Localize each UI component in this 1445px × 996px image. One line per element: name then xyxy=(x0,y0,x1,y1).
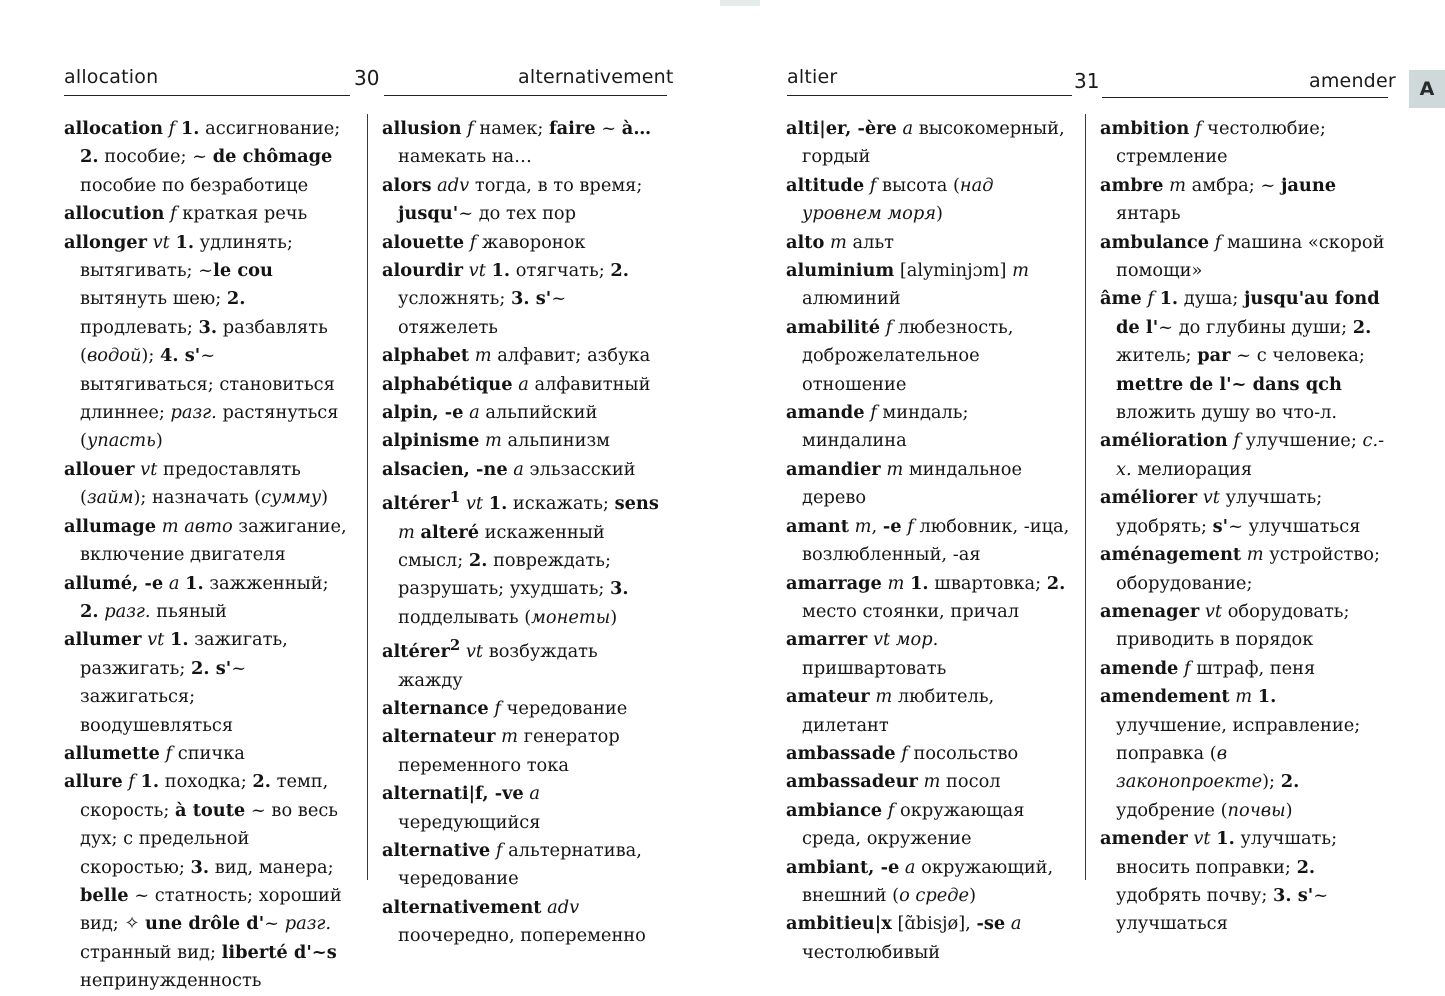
dictionary-entry: amendement m 1. улучшение, исправление; поправка (в законопроекте); 2. удобрение (почвы) xyxy=(1100,686,1361,821)
header-rule xyxy=(64,95,350,96)
thumb-index-tab: A xyxy=(1409,70,1445,108)
dictionary-entry: ambassadeur m посол xyxy=(786,771,1001,793)
dictionary-entry: allocution f краткая речь xyxy=(64,203,308,225)
dictionary-entry: allonger vt 1. удлинять; вытягивать; ~le cou вытянуть шею; 2. продлевать; 3. разбавлять (водой); 4. s'~ вытягиваться; становиться длиннее; разг. растянуться (упасть) xyxy=(64,231,339,452)
dictionary-entry: aménagement m устройство; оборудование; xyxy=(1100,544,1381,594)
dictionary-entry: alternance f чередование xyxy=(382,697,628,719)
dictionary-entry: alpin, -e a альпийский xyxy=(382,402,598,424)
dictionary-entry: ambassade f посольство xyxy=(786,742,1019,764)
dictionary-entry: alternati|f, -ve a чередующийся xyxy=(382,783,541,833)
dictionary-entry: alti|er, -ère a высокомерный, гордый xyxy=(786,118,1065,168)
dictionary-entry: amabilité f любезность, доброжелательное отношение xyxy=(786,316,1014,395)
dictionary-entry: améliorer vt улучшать; удобрять; s'~ улучшаться xyxy=(1100,487,1361,537)
dictionary-entry: alourdir vt 1. отягчать; 2. усложнять; 3. s'~ отяжелеть xyxy=(382,260,629,338)
dictionary-entry: amande f миндаль; миндалина xyxy=(786,402,969,452)
dictionary-entry: alternativement adv поочередно, попеременно xyxy=(382,896,646,947)
column-divider xyxy=(1085,114,1086,880)
top-decoration xyxy=(720,0,760,6)
dictionary-entry: ambition f честолюбие; стремление xyxy=(1100,118,1326,168)
dictionary-entry: allumette f спичка xyxy=(64,742,245,764)
dictionary-entry: amant m, -e f любовник, -ица, возлюбленный, -ая xyxy=(786,515,1070,566)
dictionary-entry: amarrer vt мор. пришвартовать xyxy=(786,629,947,679)
column-divider xyxy=(367,114,368,880)
dictionary-entry: amélioration f улучшение; с.-х. мелиорация xyxy=(1100,430,1385,480)
dictionary-entry: altitude f высота (над уровнем моря) xyxy=(786,174,994,225)
header-rule xyxy=(787,95,1072,96)
header-rule xyxy=(1102,97,1388,98)
dictionary-entry: alternative f альтернатива, чередование xyxy=(382,840,642,890)
dictionary-entry: alouette f жаворонок xyxy=(382,231,586,253)
dictionary-entry: allocation f 1. ассигнование; 2. пособие; ~ de chômage пособие по безработице xyxy=(64,118,341,196)
dictionary-entry: alternateur m генератор переменного тока xyxy=(382,726,620,776)
dictionary-entry: ambiant, -e a окружающий, внешний (о среде) xyxy=(786,856,1054,906)
dictionary-entry: amarrage m 1. швартовка; 2. место стоянки, причал xyxy=(786,572,1066,622)
dictionary-entry: alphabet m алфавит; азбука xyxy=(382,345,651,367)
dictionary-entry: altérer$^2$ vt возбуждать жажду xyxy=(382,637,598,691)
guide-word-right-page-start: altier xyxy=(787,66,838,88)
header-rule xyxy=(384,95,667,96)
entries-column xyxy=(786,115,1072,967)
dictionary-entry: allumé, -e a 1. зажженный; 2. разг. пьяный xyxy=(64,572,329,622)
entries-column xyxy=(382,115,668,951)
dictionary-entry: amateur m любитель, дилетант xyxy=(786,686,995,736)
dictionary-entry: allure f 1. походка; 2. темп, скорость; à toute ~ во весь дух; с предельной скоростью; 3. вид, манера; belle ~ статность; хороший вид; ✧ une drôle d'~ разг. странный вид; liberté d'~s непринужденность xyxy=(64,771,342,992)
guide-word-left-page-end: alternativement xyxy=(518,66,674,88)
dictionary-entry: allumer vt 1. зажигать, разжигать; 2. s'~ зажигаться; воодушевляться xyxy=(64,629,288,736)
dictionary-entry: alors adv тогда, в то время; jusqu'~ до тех пор xyxy=(382,174,643,225)
dictionary-entry: amandier m миндальное дерево xyxy=(786,458,1022,509)
page-number-right: 31 xyxy=(1074,69,1100,93)
dictionary-entry: allumage m авто зажигание, включение двигателя xyxy=(64,515,347,566)
dictionary-entry: aluminium [alyminjɔm] m алюминий xyxy=(786,260,1029,310)
dictionary-entry: altérer$^1$ vt 1. искажать; sens m alteré искаженный смысл; 2. повреждать; разрушать; ухудшать; 3. подделывать (монеты) xyxy=(382,489,659,628)
dictionary-entry: âme f 1. душа; jusqu'au fond de l'~ до глубины души; 2. житель; par ~ с человека; mettre de l'~ dans qch вложить душу во что-л. xyxy=(1100,288,1380,424)
dictionary-entry: alpinisme m альпинизм xyxy=(382,430,610,452)
dictionary-entry: ambiance f окружающая среда, окружение xyxy=(786,799,1025,850)
dictionary-entry: ambre m амбра; ~ jaune янтарь xyxy=(1100,174,1337,225)
dictionary-entry: alsacien, -ne a эльзасский xyxy=(382,458,636,480)
dictionary-entry: allusion f намек; faire ~ à… намекать на… xyxy=(382,118,652,168)
guide-word-right-page-end: amender xyxy=(1309,70,1396,92)
dictionary-entry: amender vt 1. улучшать; вносить поправки; 2. удобрять почву; 3. s'~ улучшаться xyxy=(1100,828,1338,935)
dictionary-entry: amende f штраф, пеня xyxy=(1100,657,1316,679)
dictionary-entry: alphabétique a алфавитный xyxy=(382,373,651,395)
dictionary-entry: amenager vt оборудовать; приводить в порядок xyxy=(1100,600,1350,651)
dictionary-entry: ambulance f машина «скорой помощи» xyxy=(1100,231,1385,282)
dictionary-entry: ambitieu|x [ɑ̃bisjø], -se a честолюбивый xyxy=(786,913,1022,963)
entries-column xyxy=(1100,115,1390,939)
page-number-left: 30 xyxy=(354,66,380,90)
dictionary-entry: allouer vt предоставлять (займ); назначать (сумму) xyxy=(64,458,329,509)
guide-word-left-page-start: allocation xyxy=(64,66,159,88)
entries-column xyxy=(64,115,352,996)
dictionary-entry: alto m альт xyxy=(786,231,894,253)
